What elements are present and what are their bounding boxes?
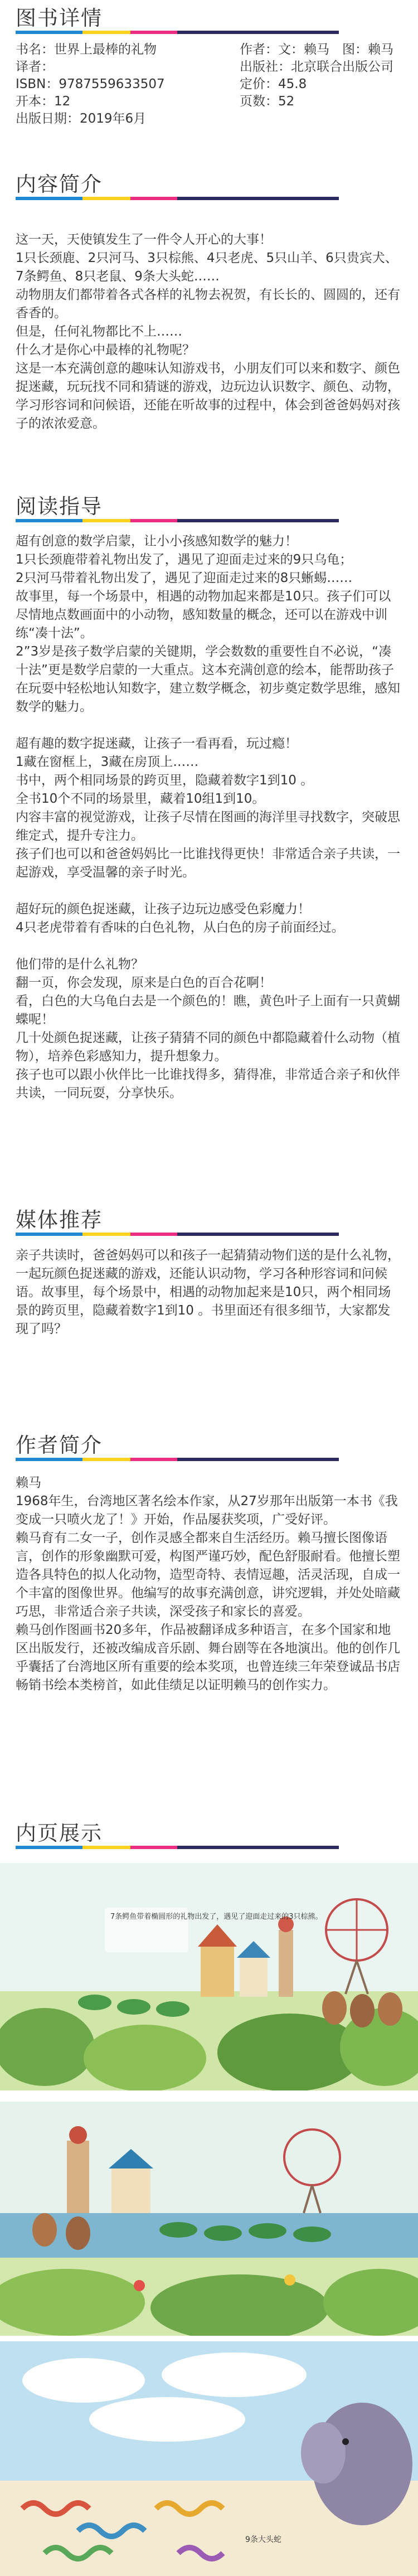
intro-text: 这一天，天使镇发生了一件令人开心的大事！ 1只长颈鹿、2只河马、3只棕熊、4只老虎、5只山羊、6只贵宾犬、7条鳄鱼、8只老鼠、9条大头蛇…… 动物朋友们都带着各式各样的礼物去祝贺，有长长的、圆圆的，还有香香的。 但是，任何礼物都比不上…… 什么才是你心中最棒的礼物呢？ 这是一本充满创意的趣味认知游戏书，小朋友们可以来和数字、颜色捉迷藏，玩玩找不同和猜谜的游戏，边玩边认识数字、颜色、动物，学习形容词和问候语，还能在听故事的过程中，体会到爸爸妈妈对孩子的浓浓爱意。: [16, 232, 400, 431]
illustration-caption: 9条大头蛇: [245, 2535, 281, 2544]
illustration-caption: 7条鳄鱼带着椭圆形的礼物出发了，遇见了迎面走过来的3只棕熊。: [110, 1913, 323, 1921]
book-isbn: ISBN：9787559633507: [16, 77, 165, 91]
media-text: 亲子共读时，爸爸妈妈可以和孩子一起猜猜动物们送的是什么礼物，一起玩颜色捉迷藏的游戏，还能认识动物，学习各种形容词和问候语。故事里，每个场景中，相遇的动物加起来是10只，两个相同场景的跨页里，隐藏着数字1到10 。书里面还有很多细节，大家都发现了吗？: [16, 1248, 400, 1336]
section-title: 图书详情: [16, 6, 103, 30]
section-title: 内页展示: [16, 1821, 103, 1845]
section-header-media: [16, 1210, 402, 1236]
preview-illustration-3: [0, 2341, 418, 2576]
book-publisher: 出版社：北京联合出版公司: [240, 60, 393, 74]
color-bar: [16, 1233, 402, 1236]
book-name: 书名：世界上最棒的礼物: [16, 42, 157, 57]
book-format: 开本：12: [16, 94, 71, 109]
preview-illustration-1: [0, 1863, 418, 2090]
book-pages: 页数：52: [240, 94, 295, 109]
book-author: 作者：文：赖马 图：赖马: [240, 42, 393, 57]
preview-illustration-2: [0, 2102, 418, 2336]
section-title: 作者简介: [16, 1433, 103, 1457]
color-bar: [16, 519, 402, 522]
section-title: 阅读指导: [16, 494, 103, 518]
color-bar: [16, 1458, 402, 1461]
section-header-guide: [16, 496, 402, 522]
section-header-preview: [16, 1823, 402, 1849]
color-bar: [16, 197, 402, 200]
guide-text: 超有创意的数学启蒙，让小小孩感知数学的魅力！ 1只长颈鹿带着礼物出发了，遇见了迎面走过来的9只乌龟； 2只河马带着礼物出发了，遇见了迎面走过来的8只蜥蜴…… 故事里，每一个场景中，相遇的动物加起来都是10只。孩子们可以尽情地点数画面中的小动物，感知数量的概念，还可以在游戏中训练“凑十法”。 2”3岁是孩子数学启蒙的关键期，学会数数的重要性自不必说，“凑十法”更是数学启蒙的一大重点。这本充满创意的绘本，能帮助孩子在玩耍中轻松地认知数字，建立数学概念，初步奠定数学思维，感知数学的魅力。 超有趣的数字捉迷藏，让孩子一看再看，玩过瘾！ 1藏在窗框上，3藏在房顶上…… 书中，两个相同场景的跨页里，隐藏着数字1到10 。 全书10个不同的场景里，藏着10组1到10。 内容丰富的视觉游戏，让孩子尽情在图画的海洋里寻找数字，突破思维定式，提升专注力。 孩子们也可以和爸爸妈妈比一比谁找得更快！非常适合亲子共读，一起游戏，享受温馨的亲子时光。 超好玩的颜色捉迷藏，让孩子边玩边感受色彩魔力！ 4只老虎带着有香味的白色礼物，从白色的房子前面经过。 他们带的是什么礼物？ 翻一页，你会发现，原来是白色的百合花啊！ 看，白色的大乌龟白去是一个颜色的！瞧，黄色叶子上面有一只黄蝴蝶呢！ 几十处颜色捉迷藏，让孩子猜猜不同的颜色中都隐藏着什么动物（植物），培养色彩感知力，提升想象力。 孩子也可以跟小伙伴比一比谁找得多，猜得准，非常适合亲子和伙伴共读，一同玩耍，分享快乐。: [16, 534, 400, 1100]
section-title: 媒体推荐: [16, 1208, 103, 1232]
section-header-info: [16, 8, 402, 34]
section-header-author: [16, 1435, 402, 1461]
book-info: [16, 41, 402, 128]
color-bar: [16, 1846, 402, 1849]
book-date: 出版日期：2019年6月: [16, 111, 147, 126]
section-title: 内容简介: [16, 172, 103, 196]
section-header-intro: [16, 174, 402, 200]
author-text: 赖马 1968年生，台湾地区著名绘本作家，从27岁那年出版第一本书《我变成一只喷火龙了！》开始，作品屡获奖项，广受好评。 赖马育有二女一子，创作灵感全都来自生活经历。赖马擅长图像语言，创作的形象幽默可爱，构图严谨巧妙，配色舒服耐看。他擅长塑造各具特色的拟人化动物，造型奇特、表情逗趣，活灵活现，自成一个丰富的图像世界。他编写的故事充满创意，讲究逻辑，并处处暗藏巧思，非常适合亲子共读，深受孩子和家长的喜爱。 赖马创作图画书20多年，作品被翻译成多种语言，在多个国家和地区出版发行，还被改编成音乐剧、舞台剧等在各地演出。他的创作几乎囊括了台湾地区所有重要的绘本奖项，也曾连续三年荣登诚品书店畅销书绘本类榜首，如此佳绩足以证明赖马的创作实力。: [16, 1476, 400, 1692]
book-price: 定价：45.8: [240, 77, 307, 91]
color-bar: [16, 31, 402, 34]
book-translator: 译者：: [16, 60, 54, 74]
